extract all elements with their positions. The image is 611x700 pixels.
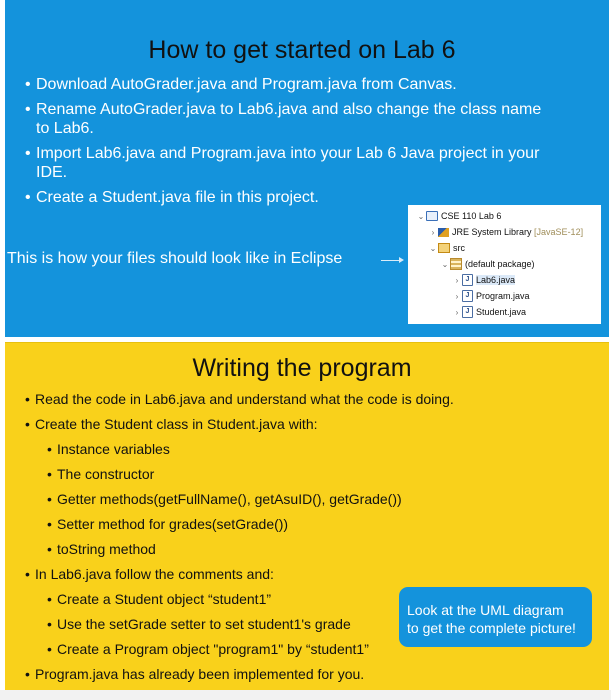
- java-file-icon: J: [462, 290, 473, 302]
- chevron-right-icon: ›: [455, 307, 459, 317]
- sub-bullet: • The constructor: [47, 465, 585, 483]
- uml-callout-line2: to get the complete picture!: [407, 620, 576, 636]
- tree-file-lab6[interactable]: [452, 272, 515, 288]
- chevron-right-icon: ›: [455, 291, 459, 301]
- slide2-title: Writing the program: [192, 354, 412, 382]
- uml-callout: [399, 587, 592, 647]
- package-icon: [450, 258, 462, 270]
- chevron-down-icon: ⌄: [417, 211, 425, 221]
- arrow-line: [381, 260, 401, 261]
- chevron-down-icon: ⌄: [441, 259, 449, 269]
- jre-label: JRE System Library: [452, 227, 532, 237]
- sub-bullet: • Use the setGrade setter to set student1's grade: [47, 615, 585, 633]
- chevron-right-icon: ›: [455, 275, 459, 285]
- sub-bullet: • Create a Student object “student1”: [47, 590, 585, 608]
- bullet-program-implemented: • Program.java has already been implemented for you.: [25, 665, 585, 683]
- src-label: src: [453, 243, 465, 253]
- project-icon: [426, 211, 438, 221]
- tree-project[interactable]: [416, 208, 501, 224]
- package-explorer-screenshot: [408, 205, 601, 324]
- package-label: (default package): [465, 259, 535, 269]
- chevron-down-icon: ⌄: [429, 243, 437, 253]
- sub-bullet: • Setter method for grades(setGrade()): [47, 515, 585, 533]
- source-folder-icon: [438, 243, 450, 253]
- uml-callout-line1: Look at the UML diagram: [407, 602, 564, 618]
- bottom-bar: [0, 690, 611, 700]
- tree-file-program[interactable]: [452, 288, 530, 304]
- sub-bullet: • Getter methods(getFullName(), getAsuID(), getGrade()): [47, 490, 585, 508]
- bullet-download: • Download AutoGrader.java and Program.java from Canvas.: [25, 75, 545, 95]
- bullet-rename: • Rename AutoGrader.java to Lab6.java and also change the class name to Lab6.: [25, 100, 545, 139]
- java-file-icon: J: [462, 274, 473, 286]
- slide1-title: How to get started on Lab 6: [148, 36, 456, 64]
- arrow-right-icon: [399, 257, 404, 263]
- bullet-create-student: • Create a Student.java file in this project.: [25, 188, 545, 208]
- slide1-bullet-list: [25, 75, 545, 212]
- tree-src[interactable]: [428, 240, 465, 256]
- sub-bullet: • Instance variables: [47, 440, 585, 458]
- sub-bullet: • Create a Program object "program1" by “student1”: [47, 640, 585, 658]
- jre-version: [JavaSE-12]: [534, 227, 584, 237]
- create-class-sublist: [35, 440, 585, 558]
- library-icon: [438, 228, 449, 237]
- eclipse-caption: This is how your files should look like in Eclipse: [7, 250, 343, 267]
- file-label: Student.java: [476, 307, 527, 317]
- file-label: Lab6.java: [476, 275, 516, 285]
- file-label: Program.java: [476, 291, 530, 301]
- bullet-in-lab6: • In Lab6.java follow the comments and: • Create a Student object “student1” • Use the setGrade setter to set student1's grade • Create a Program object "program1" by “student1”: [25, 565, 585, 658]
- bullet-import: • Import Lab6.java and Program.java into your Lab 6 Java project in your IDE.: [25, 144, 545, 183]
- tree-package[interactable]: [440, 256, 535, 272]
- bullet-read-code: • Read the code in Lab6.java and understand what the code is doing.: [25, 390, 585, 408]
- bullet-create-class: • Create the Student class in Student.java with: • Instance variables • The constructor • Getter methods(getFullName(), getAsuID(), getGrade()) • Setter method for grades(setGrade()) • toString method: [25, 415, 585, 558]
- project-label: CSE 110 Lab 6: [441, 211, 502, 221]
- tree-jre[interactable]: [428, 224, 583, 240]
- java-file-icon: J: [462, 306, 473, 318]
- sub-bullet: • toString method: [47, 540, 585, 558]
- tree-file-student[interactable]: [452, 304, 526, 320]
- chevron-right-icon: ›: [431, 227, 435, 237]
